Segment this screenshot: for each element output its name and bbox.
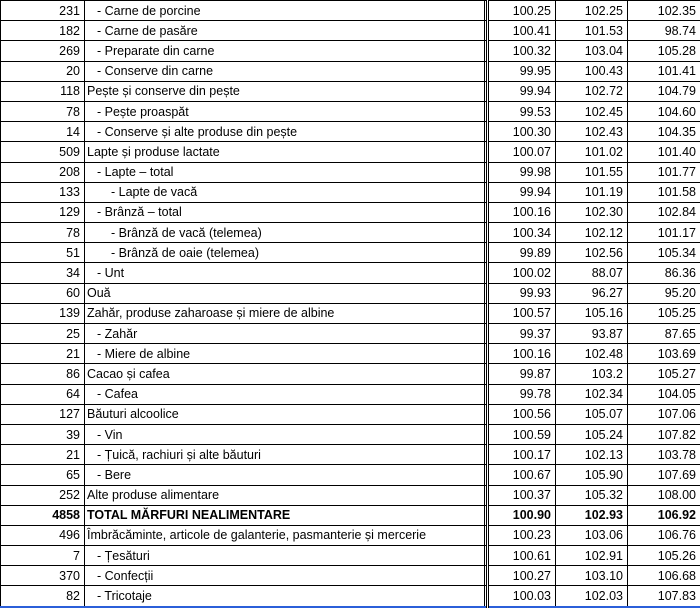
index-same-month-prev-year-cell[interactable]: 104.05 [628, 384, 700, 404]
weight-cell[interactable]: 118 [1, 81, 85, 101]
table-row [1, 303, 700, 323]
index-dec-prev-year-cell[interactable]: 103.06 [556, 525, 628, 545]
index-same-month-prev-year-cell[interactable]: 104.35 [628, 122, 700, 142]
table-row [1, 1, 700, 21]
index-prev-month-cell[interactable]: 100.27 [488, 566, 556, 586]
weight-cell[interactable]: 496 [1, 525, 85, 545]
index-prev-month-cell[interactable]: 100.41 [488, 21, 556, 41]
table-row [1, 21, 700, 41]
product-name-cell[interactable]: - Țuică, rachiuri și alte băuturi [85, 445, 485, 465]
product-name-cell[interactable]: - Lapte de vacă [85, 182, 485, 202]
index-dec-prev-year-cell[interactable]: 102.93 [556, 505, 628, 525]
product-name-cell[interactable]: - Tricotaje [85, 586, 485, 607]
table-row [1, 525, 700, 545]
index-same-month-prev-year-cell[interactable]: 101.41 [628, 61, 700, 81]
index-dec-prev-year-cell[interactable]: 103.2 [556, 364, 628, 384]
index-same-month-prev-year-cell[interactable]: 106.92 [628, 505, 700, 525]
index-same-month-prev-year-cell[interactable]: 103.78 [628, 445, 700, 465]
table-row [1, 465, 700, 485]
index-dec-prev-year-cell[interactable]: 105.07 [556, 404, 628, 424]
index-same-month-prev-year-cell[interactable]: 104.79 [628, 81, 700, 101]
table-row [1, 122, 700, 142]
index-same-month-prev-year-cell[interactable]: 105.26 [628, 546, 700, 566]
table-row [1, 283, 700, 303]
index-dec-prev-year-cell[interactable]: 103.04 [556, 41, 628, 61]
index-prev-month-cell[interactable]: 100.23 [488, 525, 556, 545]
table-body [1, 1, 700, 607]
index-same-month-prev-year-cell[interactable]: 87.65 [628, 324, 700, 344]
table-row [1, 485, 700, 505]
table-row [1, 202, 700, 222]
index-same-month-prev-year-cell[interactable]: 101.58 [628, 182, 700, 202]
index-dec-prev-year-cell[interactable]: 102.45 [556, 101, 628, 121]
table-row [1, 243, 700, 263]
table-row [1, 586, 700, 607]
table-row [1, 424, 700, 444]
index-prev-month-cell[interactable]: 100.67 [488, 465, 556, 485]
weight-cell[interactable]: 127 [1, 404, 85, 424]
weight-cell[interactable]: 14 [1, 122, 85, 142]
index-same-month-prev-year-cell[interactable]: 107.69 [628, 465, 700, 485]
index-dec-prev-year-cell[interactable]: 105.16 [556, 303, 628, 323]
index-dec-prev-year-cell[interactable]: 103.10 [556, 566, 628, 586]
table-row [1, 101, 700, 121]
index-same-month-prev-year-cell[interactable]: 101.77 [628, 162, 700, 182]
weight-cell[interactable]: 509 [1, 142, 85, 162]
index-same-month-prev-year-cell[interactable]: 108.00 [628, 485, 700, 505]
index-prev-month-cell[interactable]: 99.53 [488, 101, 556, 121]
index-same-month-prev-year-cell[interactable]: 105.25 [628, 303, 700, 323]
index-prev-month-cell[interactable]: 100.16 [488, 202, 556, 222]
table-row [1, 505, 700, 525]
product-name-cell[interactable]: - Miere de albine [85, 344, 485, 364]
weight-cell[interactable]: 252 [1, 485, 85, 505]
index-same-month-prev-year-cell[interactable]: 107.06 [628, 404, 700, 424]
table-row [1, 61, 700, 81]
product-name-cell[interactable]: TOTAL MĂRFURI NEALIMENTARE [85, 505, 485, 525]
weight-cell[interactable]: 60 [1, 283, 85, 303]
index-same-month-prev-year-cell[interactable]: 107.83 [628, 586, 700, 607]
index-same-month-prev-year-cell[interactable]: 102.35 [628, 1, 700, 21]
product-name-cell[interactable]: - Conserve din carne [85, 61, 485, 81]
index-same-month-prev-year-cell[interactable]: 101.40 [628, 142, 700, 162]
table-row [1, 324, 700, 344]
product-name-cell[interactable]: Băuturi alcoolice [85, 404, 485, 424]
product-name-cell[interactable]: - Pește proaspăt [85, 101, 485, 121]
index-prev-month-cell[interactable]: 100.03 [488, 586, 556, 607]
index-prev-month-cell[interactable]: 99.37 [488, 324, 556, 344]
index-dec-prev-year-cell[interactable]: 88.07 [556, 263, 628, 283]
index-dec-prev-year-cell[interactable]: 105.32 [556, 485, 628, 505]
index-dec-prev-year-cell[interactable]: 102.72 [556, 81, 628, 101]
table-row [1, 364, 700, 384]
product-name-cell[interactable]: Zahăr, produse zaharoase și miere de albine [85, 303, 485, 323]
index-dec-prev-year-cell[interactable]: 100.43 [556, 61, 628, 81]
weight-cell[interactable]: 133 [1, 182, 85, 202]
index-same-month-prev-year-cell[interactable]: 101.17 [628, 223, 700, 243]
index-same-month-prev-year-cell[interactable]: 86.36 [628, 263, 700, 283]
product-name-cell[interactable]: - Carne de porcine [85, 1, 485, 21]
weight-cell[interactable]: 78 [1, 223, 85, 243]
index-dec-prev-year-cell[interactable]: 102.43 [556, 122, 628, 142]
product-name-cell[interactable]: - Lapte – total [85, 162, 485, 182]
index-same-month-prev-year-cell[interactable]: 95.20 [628, 283, 700, 303]
index-prev-month-cell[interactable]: 100.56 [488, 404, 556, 424]
product-name-cell[interactable]: Pește și conserve din pește [85, 81, 485, 101]
index-dec-prev-year-cell[interactable]: 102.25 [556, 1, 628, 21]
index-prev-month-cell[interactable]: 100.59 [488, 424, 556, 444]
index-prev-month-cell[interactable]: 99.89 [488, 243, 556, 263]
index-dec-prev-year-cell[interactable]: 101.55 [556, 162, 628, 182]
table-row [1, 263, 700, 283]
weight-cell[interactable]: 129 [1, 202, 85, 222]
index-dec-prev-year-cell[interactable]: 102.48 [556, 344, 628, 364]
table-row [1, 182, 700, 202]
table-row [1, 41, 700, 61]
index-prev-month-cell[interactable]: 99.98 [488, 162, 556, 182]
index-same-month-prev-year-cell[interactable]: 104.60 [628, 101, 700, 121]
table-row [1, 142, 700, 162]
table-row [1, 445, 700, 465]
product-name-cell[interactable]: - Preparate din carne [85, 41, 485, 61]
product-name-cell[interactable]: - Conserve și alte produse din pește [85, 122, 485, 142]
product-name-cell[interactable]: - Carne de pasăre [85, 21, 485, 41]
weight-cell[interactable]: 20 [1, 61, 85, 81]
index-dec-prev-year-cell[interactable]: 102.34 [556, 384, 628, 404]
index-same-month-prev-year-cell[interactable]: 98.74 [628, 21, 700, 41]
weight-cell[interactable]: 370 [1, 566, 85, 586]
weight-cell[interactable]: 231 [1, 1, 85, 21]
index-prev-month-cell[interactable]: 100.57 [488, 303, 556, 323]
index-prev-month-cell[interactable]: 100.32 [488, 41, 556, 61]
weight-cell[interactable]: 7 [1, 546, 85, 566]
index-dec-prev-year-cell[interactable]: 102.56 [556, 243, 628, 263]
weight-cell[interactable]: 182 [1, 21, 85, 41]
table-row [1, 344, 700, 364]
product-name-cell[interactable]: - Zahăr [85, 324, 485, 344]
index-dec-prev-year-cell[interactable]: 105.24 [556, 424, 628, 444]
product-name-cell[interactable]: - Confecții [85, 566, 485, 586]
weight-cell[interactable]: 139 [1, 303, 85, 323]
weight-cell[interactable]: 269 [1, 41, 85, 61]
weight-cell[interactable]: 25 [1, 324, 85, 344]
table-row [1, 384, 700, 404]
index-same-month-prev-year-cell[interactable]: 103.69 [628, 344, 700, 364]
product-name-cell[interactable]: - Bere [85, 465, 485, 485]
index-dec-prev-year-cell[interactable]: 102.12 [556, 223, 628, 243]
index-same-month-prev-year-cell[interactable]: 105.27 [628, 364, 700, 384]
index-prev-month-cell[interactable]: 99.95 [488, 61, 556, 81]
weight-cell[interactable]: 21 [1, 445, 85, 465]
weight-cell[interactable]: 39 [1, 424, 85, 444]
index-dec-prev-year-cell[interactable]: 102.91 [556, 546, 628, 566]
index-dec-prev-year-cell[interactable]: 102.03 [556, 586, 628, 607]
table-row [1, 546, 700, 566]
index-dec-prev-year-cell[interactable]: 101.53 [556, 21, 628, 41]
index-prev-month-cell[interactable]: 99.94 [488, 81, 556, 101]
index-prev-month-cell[interactable]: 99.93 [488, 283, 556, 303]
index-prev-month-cell[interactable]: 100.07 [488, 142, 556, 162]
index-prev-month-cell[interactable]: 99.78 [488, 384, 556, 404]
weight-cell[interactable]: 78 [1, 101, 85, 121]
weight-cell[interactable]: 82 [1, 586, 85, 607]
index-same-month-prev-year-cell[interactable]: 105.28 [628, 41, 700, 61]
weight-cell[interactable]: 21 [1, 344, 85, 364]
product-name-cell[interactable]: - Brânză de vacă (telemea) [85, 223, 485, 243]
product-name-cell[interactable]: - Cafea [85, 384, 485, 404]
weight-cell[interactable]: 34 [1, 263, 85, 283]
index-dec-prev-year-cell[interactable]: 93.87 [556, 324, 628, 344]
weight-cell[interactable]: 64 [1, 384, 85, 404]
index-same-month-prev-year-cell[interactable]: 102.84 [628, 202, 700, 222]
index-prev-month-cell[interactable]: 100.02 [488, 263, 556, 283]
table-row [1, 404, 700, 424]
product-name-cell[interactable]: - Brânză de oaie (telemea) [85, 243, 485, 263]
product-name-cell[interactable]: - Vin [85, 424, 485, 444]
index-dec-prev-year-cell[interactable]: 102.30 [556, 202, 628, 222]
table-row [1, 223, 700, 243]
product-name-cell[interactable]: Ouă [85, 283, 485, 303]
product-name-cell[interactable]: Cacao și cafea [85, 364, 485, 384]
index-same-month-prev-year-cell[interactable]: 106.76 [628, 525, 700, 545]
index-prev-month-cell[interactable]: 100.34 [488, 223, 556, 243]
index-dec-prev-year-cell[interactable]: 101.02 [556, 142, 628, 162]
index-same-month-prev-year-cell[interactable]: 105.34 [628, 243, 700, 263]
index-prev-month-cell[interactable]: 99.94 [488, 182, 556, 202]
index-prev-month-cell[interactable]: 99.87 [488, 364, 556, 384]
product-name-cell[interactable]: - Țesături [85, 546, 485, 566]
index-dec-prev-year-cell[interactable]: 96.27 [556, 283, 628, 303]
product-name-cell[interactable]: - Unt [85, 263, 485, 283]
weight-cell[interactable]: 86 [1, 364, 85, 384]
table-row [1, 162, 700, 182]
weight-cell[interactable]: 4858 [1, 505, 85, 525]
product-name-cell[interactable]: Alte produse alimentare [85, 485, 485, 505]
index-prev-month-cell[interactable]: 100.30 [488, 122, 556, 142]
index-prev-month-cell[interactable]: 100.25 [488, 1, 556, 21]
index-same-month-prev-year-cell[interactable]: 107.82 [628, 424, 700, 444]
product-name-cell[interactable]: - Brânză – total [85, 202, 485, 222]
index-dec-prev-year-cell[interactable]: 105.90 [556, 465, 628, 485]
index-dec-prev-year-cell[interactable]: 101.19 [556, 182, 628, 202]
index-prev-month-cell[interactable]: 100.37 [488, 485, 556, 505]
weight-cell[interactable]: 65 [1, 465, 85, 485]
product-name-cell[interactable]: Îmbrăcăminte, articole de galanterie, pasmanterie și mercerie [85, 525, 485, 545]
weight-cell[interactable]: 208 [1, 162, 85, 182]
index-prev-month-cell[interactable]: 100.16 [488, 344, 556, 364]
index-dec-prev-year-cell[interactable]: 102.13 [556, 445, 628, 465]
index-prev-month-cell[interactable]: 100.90 [488, 505, 556, 525]
index-prev-month-cell[interactable]: 100.61 [488, 546, 556, 566]
table-row [1, 81, 700, 101]
product-name-cell[interactable]: Lapte și produse lactate [85, 142, 485, 162]
index-prev-month-cell[interactable]: 100.17 [488, 445, 556, 465]
weight-cell[interactable]: 51 [1, 243, 85, 263]
index-same-month-prev-year-cell[interactable]: 106.68 [628, 566, 700, 586]
